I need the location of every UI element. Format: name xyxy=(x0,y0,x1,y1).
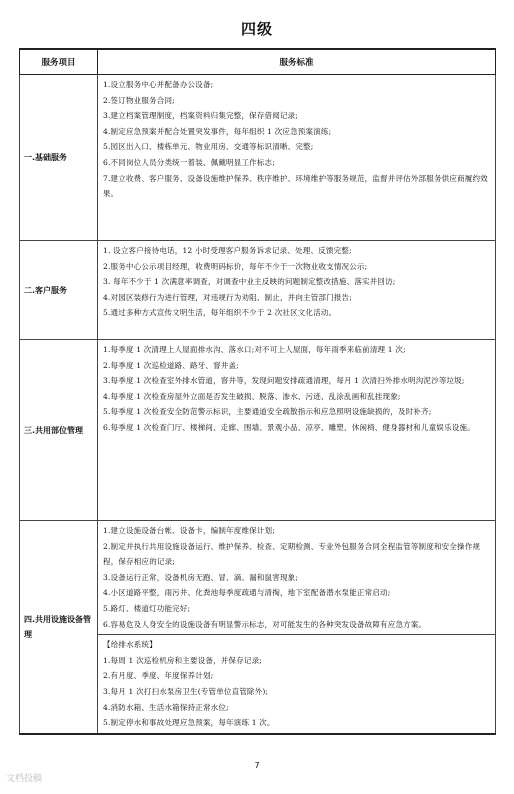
list-item: 2.每季度 1 次巡检道路、路牙、窨井盖; xyxy=(103,360,239,370)
subsection-heading: 【给排水系统】 xyxy=(103,640,157,650)
list-item: 2.服务中心公示项目经理，收费明码标价，每年不少于一次物业收支情况公示; xyxy=(103,261,368,271)
list-item: 5.通过多种方式宣传文明生活，每年组织不少于 2 次社区文化活动。 xyxy=(103,308,337,318)
list-item: 3.设备运行正常，设备机房无跑、冒、滴、漏和鼠害现象; xyxy=(103,572,299,582)
list-item: 1.设立服务中心并配备办公设备; xyxy=(103,80,214,89)
list-item: 7.建立收费、客户服务、设备设施维护保养、秩序维护、环境维护等服务规范，监督并评估外部服务供应商履约效果。 xyxy=(103,173,488,199)
section-items xyxy=(98,75,496,241)
list-item: 3.建立档案管理制度，档案资料归集完整，保存借阅记录; xyxy=(103,111,299,121)
section-row-basic xyxy=(20,75,496,241)
list-item: 1.每季度 1 次清理上人屋面排水沟、落水口;对不可上人屋面，每年雨季来临前清理 1 次; xyxy=(103,345,406,354)
list-item: 2.签订物业服务合同; xyxy=(103,95,175,105)
section-label: 三.共用部位管理 xyxy=(20,340,98,521)
list-item: 4.消防水箱、生活水箱保持正常水位; xyxy=(103,702,229,712)
section-label: 四.共用设施设备管理 xyxy=(20,521,98,734)
list-item: 1. 设立客户接待电话，12 小时受理客户服务诉求记录、处理、反馈完整; xyxy=(103,246,352,255)
list-item: 2.制定并执行共用设施设备运行、维护保养、检查、定期检测、专业外包服务合同全程监管等制度和安全操作规程，保存相应的记录; xyxy=(103,541,481,567)
section-row-facilities xyxy=(20,521,496,734)
list-item: 3.每月 1 次打扫水泵房卫生(专管单位直管除外); xyxy=(103,686,269,696)
section-row-customer xyxy=(20,241,496,340)
header-service-item: 服务项目 xyxy=(20,49,98,75)
service-standard-table xyxy=(19,48,496,735)
list-item: 3. 每年不少于 1 次满意率调查，对调查中业主反映的问题制定整改措施、落实并回访; xyxy=(103,277,396,287)
header-service-standard: 服务标准 xyxy=(98,49,496,75)
page-number: 7 xyxy=(254,761,260,770)
section-label: 一.基础服务 xyxy=(20,75,98,241)
list-item: 5.园区出入口、楼栋单元、物业用房、交通等标识清晰、完整; xyxy=(103,142,314,152)
section-items xyxy=(98,340,496,521)
list-item: 3.每季度 1 次检查室外排水管道，窨井等，发现问题安排疏通清理，每月 1 次清扫外排水明沟泥沙等垃圾; xyxy=(103,376,465,386)
list-item: 4.制定应急预案并配合处置突发事件，每年组织 1 次应急预案演练; xyxy=(103,126,332,136)
page-title: 四级 xyxy=(240,20,273,38)
list-item: 6.容易危及人身安全的设施设备有明显警示标志，对可能发生的各种突发设备故障有应急方案。 xyxy=(103,619,427,629)
list-item: 5.每季度 1 次检查安全防范警示标识，主要通道安全疏散指示和应急照明设施缺损的，及时补齐; xyxy=(103,407,432,417)
list-item: 6.每季度 1 次检查门厅、楼梯间、走廊、围墙、景观小品、凉亭、雕塑、休闲椅、健身器材和儿童娱乐设施。 xyxy=(103,422,475,432)
list-item: 1.每周 1 次巡检机房和主要设备，并保存记录; xyxy=(103,655,263,665)
section-label: 二.客户服务 xyxy=(20,241,98,340)
list-item: 2.有月度、季度、年度保养计划; xyxy=(103,671,214,681)
list-item: 4.小区道路平整，雨污井、化粪池每季度疏通与清掏，地下室配备潜水泵能正常启动; xyxy=(103,588,391,598)
section-row-common-parts xyxy=(20,340,496,521)
list-item: 4.每季度 1 次检查房屋外立面是否发生破损、脱落、渗水、污迹、乱涂乱画和乱挂现象; xyxy=(103,391,401,401)
list-item: 5.制定停水和事故处理应急预案，每年演练 1 次。 xyxy=(103,718,275,728)
facilities-general-block xyxy=(98,521,495,634)
list-item: 5.路灯、楼道灯功能完好; xyxy=(103,603,191,613)
water-system-block xyxy=(98,634,495,733)
list-item: 1.建立设施设备台帐、设备卡，编制年度维保计划; xyxy=(103,526,275,535)
section-items xyxy=(98,241,496,340)
table-header-row xyxy=(20,49,496,75)
list-item: 4.对园区装修行为进行管理，对违规行为劝阻、制止，并向主管部门报告; xyxy=(103,292,352,302)
list-item: 6.不同岗位人员分类统一着装、佩戴明显工作标志; xyxy=(103,157,275,167)
watermark: 文档投稿 xyxy=(6,774,43,784)
section-items xyxy=(98,521,496,734)
